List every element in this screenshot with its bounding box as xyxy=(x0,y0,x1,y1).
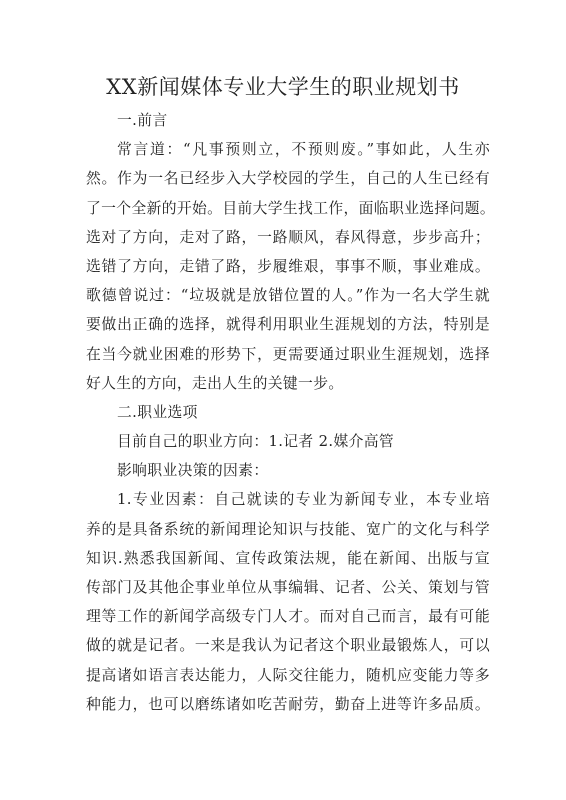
text-line: 选错了方向，走错了路，步履维艰，事事不顺，事业难成。 xyxy=(86,257,490,275)
text-line: 提高诸如语言表达能力，人际交往能力，随机应变能力等多 xyxy=(86,666,490,684)
text-line: 常言道：“凡事预则立，不预则废。”事如此，人生亦 xyxy=(117,141,490,159)
text-line: 了一个全新的开始。目前大学生找工作，面临职业选择问题。 xyxy=(86,199,495,217)
text-line: 目前自己的职业方向：1.记者 2.媒介高管 xyxy=(117,433,395,451)
text-line: 理等工作的新闻学高级专门人才。而对自己而言，最有可能 xyxy=(86,608,490,626)
text-line: 1.专业因素：自己就读的专业为新闻专业，本专业培 xyxy=(117,491,490,509)
text-line: 影响职业决策的因素： xyxy=(117,462,269,480)
document-body xyxy=(86,106,495,719)
text-line: 要做出正确的选择，就得利用职业生涯规划的方法，特别是 xyxy=(86,316,490,334)
text-line: 知识.熟悉我国新闻、宣传政策法规，能在新闻、出版与宣 xyxy=(86,549,490,567)
text-line: 选对了方向，走对了路，一路顺风，春风得意，步步高升； xyxy=(86,228,490,246)
text-line: 然。作为一名已经步入大学校园的学生，自己的人生已经有 xyxy=(86,170,490,188)
text-line: 传部门及其他企事业单位从事编辑、记者、公关、策划与管 xyxy=(86,579,490,596)
text-line: 种能力，也可以磨练诸如吃苦耐劳，勤奋上进等许多品质。 xyxy=(86,695,490,713)
text-line: 歌德曾说过：“垃圾就是放错位置的人。”作为一名大学生就 xyxy=(86,287,490,305)
text-line: 养的是具备系统的新闻理论知识与技能、宽广的文化与科学 xyxy=(86,520,490,538)
document-title: XX新闻媒体专业大学生的职业规划书 xyxy=(106,75,460,99)
text-line: 二.职业选项 xyxy=(117,403,198,421)
text-line: 在当今就业困难的形势下，更需要通过职业生涯规划，选择 xyxy=(86,345,490,363)
text-line: 做的就是记者。一来是我认为记者这个职业最锻炼人，可以 xyxy=(86,637,490,655)
text-line: 好人生的方向，走出人生的关键一步。 xyxy=(86,374,344,392)
text-line: 一.前言 xyxy=(117,112,168,129)
